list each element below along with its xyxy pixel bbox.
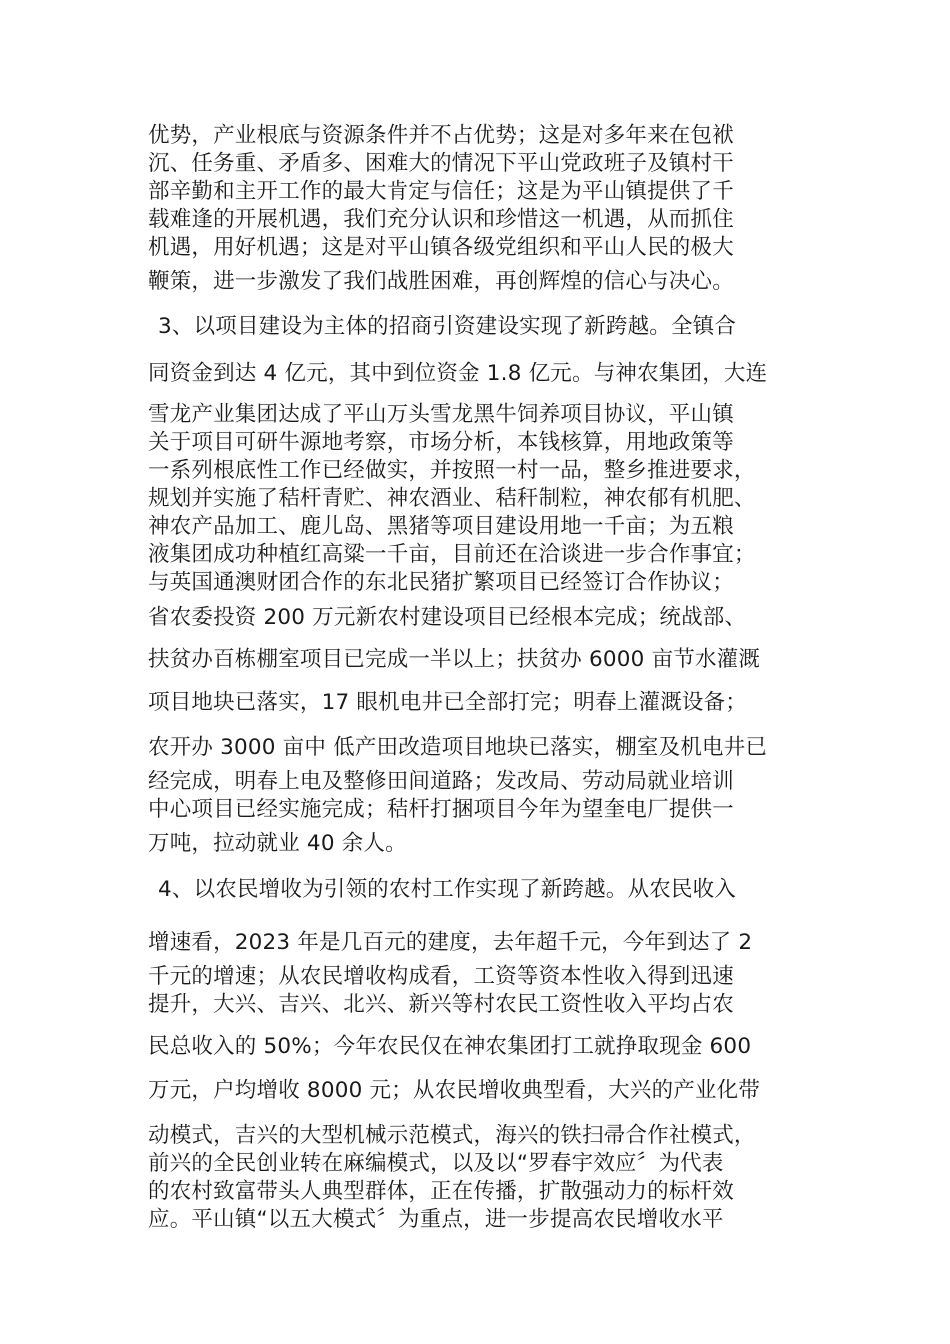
text-line: 一系列根底性工作已经做实，并按照一村一品，整乡推进要求， bbox=[148, 458, 756, 483]
text-line: 部辛勤和主开工作的最大肯定与信任；这是为平山镇提供了千 bbox=[148, 179, 734, 204]
text-line: 增速看，2023 年是几百元的建度，去年超千元，今年到达了 2 bbox=[148, 930, 753, 955]
text-line: 中心项目已经实施完成；秸杆打捆项目今年为望奎电厂提供一 bbox=[148, 797, 734, 822]
text-line: 提升，大兴、吉兴、北兴、新兴等村农民工资性收入平均占农 bbox=[148, 992, 734, 1017]
text-line: 应。平山镇“以五大模式〞为重点，进一步提高农民增收水平 bbox=[148, 1207, 724, 1232]
text-line: 省农委投资 200 万元新农村建设项目已经根本完成；统战部、 bbox=[148, 605, 747, 630]
text-line: 经完成，明春上电及整修田间道路；发改局、劳动局就业培训 bbox=[148, 769, 734, 794]
text-line: 同资金到达 4 亿元，其中到位资金 1.8 亿元。与神农集团，大连 bbox=[148, 361, 768, 386]
text-line: 关于项目可研牛源地考察，市场分析，本钱核算，用地政策等 bbox=[148, 430, 734, 455]
text-line: 万元，户均增收 8000 元；从农民增收典型看，大兴的产业化带 bbox=[148, 1078, 761, 1103]
section-3-heading-line: 3、以项目建设为主体的招商引资建设实现了新跨越。全镇合 bbox=[158, 314, 737, 339]
text-line: 扶贫办百栋棚室项目已完成一半以上；扶贫办 6000 亩节水灌溉 bbox=[148, 647, 761, 672]
text-line: 机遇，用好机遇；这是对平山镇各级党组织和平山人民的极大 bbox=[148, 235, 734, 260]
text-line: 鞭策，进一步激发了我们战胜困难，再创辉煌的信心与决心。 bbox=[148, 269, 734, 294]
section-4-heading-line: 4、以农民增收为引领的农村工作实现了新跨越。从农民收入 bbox=[158, 877, 737, 902]
text-line: 项目地块已落实，17 眼机电井已全部打完；明春上灌溉设备； bbox=[148, 690, 747, 715]
text-line: 农开办 3000 亩中 低产田改造项目地块已落实，棚室及机电井已 bbox=[148, 735, 768, 760]
text-line: 万吨，拉动就业 40 余人。 bbox=[148, 831, 407, 856]
text-line: 动模式，吉兴的大型机械示范模式，海兴的铁扫帚合作社模式， bbox=[148, 1123, 756, 1148]
text-line: 前兴的全民创业转在麻编模式，以及以“罗春宇效应〞为代表 bbox=[148, 1151, 724, 1176]
text-line: 千元的增速；从农民增收构成看，工资等资本性收入得到迅速 bbox=[148, 964, 734, 989]
text-line: 规划并实施了秸杆青贮、神农酒业、秸秆制粒，神农郁有机肥、 bbox=[148, 486, 756, 511]
text-line: 的农村致富带头人典型群体，正在传播，扩散强动力的标杆效 bbox=[148, 1179, 734, 1204]
text-line: 民总收入的 50%；今年农民仅在神农集团打工就挣取现金 600 bbox=[148, 1034, 752, 1059]
text-line: 载难逢的开展机遇，我们充分认识和珍惜这一机遇，从而抓住 bbox=[148, 207, 734, 232]
text-line: 优势，产业根底与资源条件并不占优势；这是对多年来在包袱 bbox=[148, 123, 734, 148]
text-line: 液集团成功种植红高粱一千亩，目前还在洽谈进一步合作事宜； bbox=[148, 542, 756, 567]
text-line: 雪龙产业集团达成了平山万头雪龙黑牛饲养项目协议，平山镇 bbox=[148, 402, 734, 427]
text-line: 沉、任务重、矛盾多、困难大的情况下平山党政班子及镇村干 bbox=[148, 151, 734, 176]
text-line: 与英国通澳财团合作的东北民猪扩繁项目已经签订合作协议； bbox=[148, 570, 734, 595]
text-line: 神农产品加工、鹿儿岛、黑猪等项目建设用地一千亩；为五粮 bbox=[148, 514, 734, 539]
